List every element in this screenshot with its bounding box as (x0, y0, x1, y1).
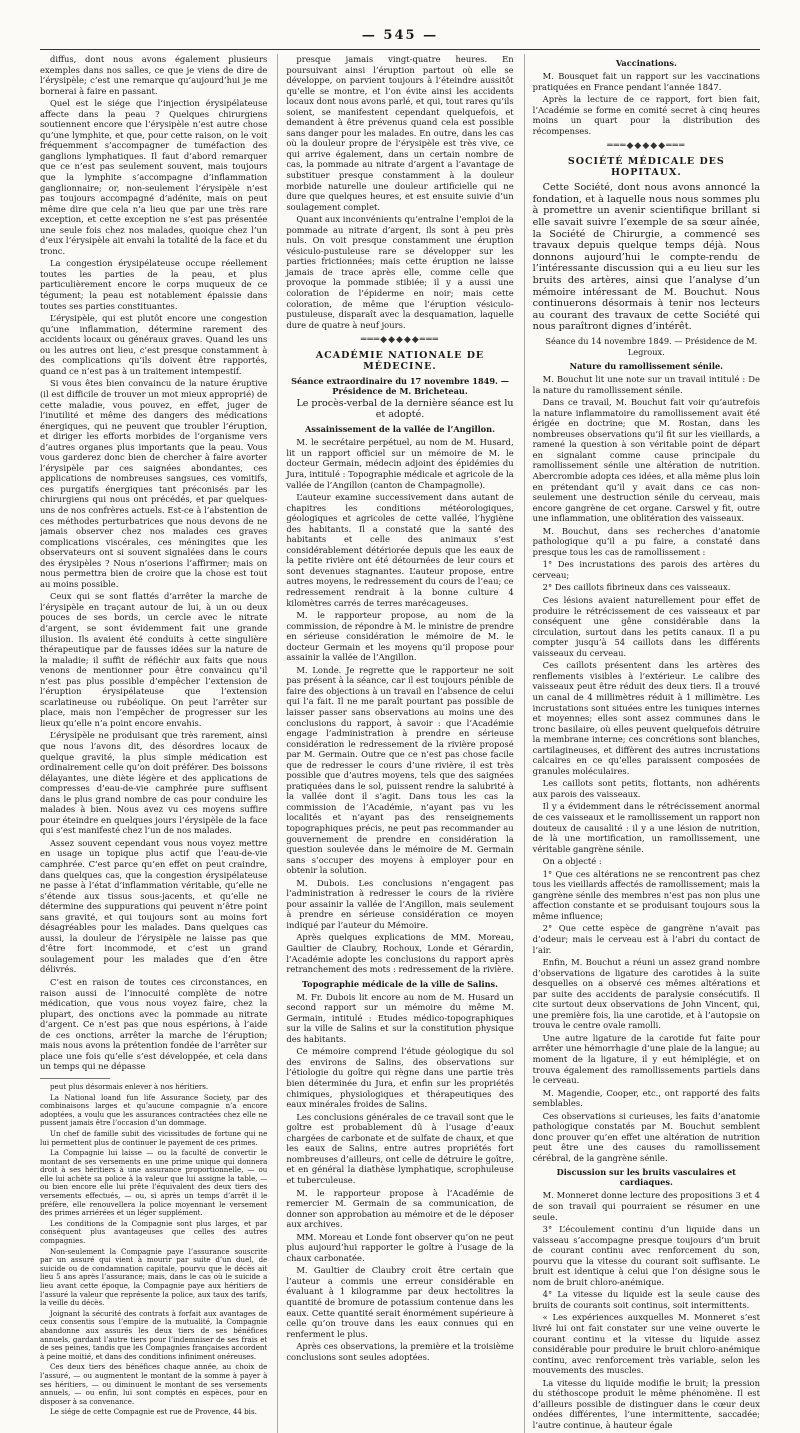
ramollissement-paragraph: Ces caillots présentent dans les artères des renflements visibles à l’extérieur. Le calibre des vaisseaux peut être réduit des deux tiers. Il a trouvé un canal de 4 millimètres réduit à 1 millimètre. Les incrustations sont situées entre les tuniques internes et moyennes; elles sont assez communes dans le tronc basilaire, où elles peuvent quelquefois détruire la membrane interne; ces concrétions sont blanches, cartilagineuses, et diffèrent des autres incrustations calcaires en ce qu’elles paraissent composées de granules moléculaires. (532, 660, 760, 776)
ramollissement-paragraph: 1° Des incrustations des parois des artères du cerveau; (532, 559, 760, 580)
ramollissement-paragraph: Ces lésions avaient naturellement pour effet de produire le rétrécissement de ces vaisseaux et par conséquent une gêne considérable dans la circulation, surtout dans les petits canaux. Il a pu compter jusqu’à 54 caillots dans les différents vaisseaux du cerveau. (532, 595, 760, 658)
annonce-paragraph: Non-seulement la Compagnie paye l’assurance souscrite par un assuré qui vient à mourir par suite d’un duel, de suicide ou de condamnation capitale, pourvu que le décès ait lieu 5 ans après l’assurance; mais, dans le cas où le suicide a lieu avant cette époque, la Compagnie paye aux héritiers de l’assuré la valeur que représente la police, aux taux des tarifs, la veille du décès. (40, 1246, 268, 1308)
societe-intro: Cette Société, dont nous avons annoncé la fondation, et à laquelle nous nous sommes plu à promettre un avenir scientifique brillant si elle savait suivre l’exemple de sa sœur aînée, la Société de Chirurgie, a commencé ses travaux depuis quelque temps déjà. Nous donnons aujourd’hui le compte-rendu de l’intéressante discussion qui a eu lieu sur les bruits des artères, ainsi que l’analyse d’un mémoire intéressant de M. Bouchut. Nous continuerons désormais à tenir nos lecteurs au courant des travaux de cette Société qui nous paraîtront dignes d’intérêt. (532, 182, 760, 333)
salins-paragraph: Ce mémoire comprend l’étude géologique du sol des environs de Salins, des observations sur l’étiologie du goître qui règne dans une partie très bien déterminée du Jura, et enfin sur les propriétés chimiques, physiologiques et thérapeutiques des eaux minérales froides de Salins. (286, 1046, 514, 1110)
annonce-paragraph: Joignant la sécurité des contrats à forfait aux avantages de ceux consentis sous l’empire de la mutualité, la Compagnie abandonne aux assurés les deux tiers de ses bénéfices annuels, gardant l’autre tiers pour l’indemniser de ses frais et de ses peines, tandis que les Compagnies françaises accordent à peine moitié, et dans des conditions infiniment onéreuses. (40, 1308, 268, 1361)
article-paragraph: Si vous êtes bien convaincu de la nature éruptive (il est difficile de trouver un mot mieux approprié) de cette maladie, vous pouvez, en effet, juger de l’inutilité et même des dangers des médications énergiques, qui ne peuvent que troubler l’éruption, et diriger les efforts morbides de l’organisme vers d’autres organes plus importants que la peau. Vous vous garderez donc bien de chercher à faire avorter l’érysipèle par ces saignées abondantes, ces applications de nombreuses sangsues, ces vomitifs, ces purgatifs énergiques tant préconisés par les chirurgiens qui nous ont précédés, et par quelques-uns de nos confrères actuels. Est-ce à l’abstention de ces méthodes perturbatrices que nous devons de ne jamais observer chez nos malades ces graves complications viscérales, ces méningites que les observateurs ont si souvent signalées dans le cours des érysipèles ? Nous n’oserions l’affirmer; mais on nous permettra bien de croire que la chose est tout au moins possible. (40, 378, 268, 589)
assainissement-heading: Assainissement de la vallée de l’Angillon. (305, 424, 495, 435)
assainissement-paragraph: M. le secrétaire perpétuel, au nom de M. Husard, lit un rapport officiel sur un mémoire de M. le docteur Germain, médecin adjoint des épidémies du Jura, intitulé : Topographie médicale et agricole de la vallée de l’Angillon (canton de Champagnolle). (286, 437, 514, 490)
annonce-paragraph: La National loand fun life Assurance Society, par des combinaisons larges et qu’aucune compagnie n’a encore adoptées, a voulu que les assurances contractées chez elle ne pussent jamais être l’occasion d’un dommage. (40, 1092, 268, 1128)
academie-seance: Séance extraordinaire du 17 novembre 1849. — Présidence de M. Bricheteau. (291, 376, 509, 397)
page-number: — 545 — (361, 28, 439, 43)
annonce-paragraph: Le siége de cette Compagnie est rue de Provence, 44 bis. (50, 1407, 257, 1417)
article-paragraph: Assez souvent cependant vous nous voyez mettre en usage un topique plus actif que l’eau-de-vie camphrée. C’est parce qu’en effet on peut craindre, dans quelques cas, que la congestion érysipélateuse ne passe à l’état d’inflammation véritable, qu’elle ne s’étende aux tissus sous-jacents, et qu’elle ne détermine des suppurations qui peuvent n’être point sans gravité, et qui toujours sont au moins fort désagréables pour les malades. Dans quelques cas aussi, la douleur de l’érysipèle ne laisse pas que d’être fort incommode, et c’est un grand soulagement pour les malades que d’en être délivrés. (40, 837, 268, 975)
column-2 (277, 54, 513, 1433)
bruits-heading: Discussion sur les bruits vasculaires et cardiaques. (556, 1167, 736, 1188)
section-ornament: ═══◆◆◆◆◆═══ (360, 335, 440, 346)
ramollissement-paragraph: On a objecté : (542, 856, 602, 867)
vaccinations-heading: Vaccinations. (615, 58, 677, 68)
proces-verbal: Le procès-verbal de la dernière séance est lu et adopté. (296, 398, 514, 420)
vaccinations-paragraph: M. Bousquet fait un rapport sur les vaccinations pratiquées en France pendant l’année 1847. (532, 71, 760, 92)
ramollissement-heading: Nature du ramollissement sénile. (569, 361, 724, 372)
header-rule (40, 49, 760, 50)
article-paragraph: La congestion érysipélateuse occupe réellement toutes les parties de la peau, et plus particulièrement encore le corps muqueux de ce tégument; la peau est notablement épaissie dans toutes ses parties constituantes. (40, 258, 268, 311)
ramollissement-paragraph: 2° Des caillots fibrineux dans ces vaisseaux. (542, 582, 731, 593)
article-paragraph: L’érysipèle, qui est plutôt encore une congestion qu’une inflammation, détermine rarement des accidents locaux ou généraux graves. Quand les uns ou les autres ont lieu, c’est presque constamment à des complications qu’ils doivent être rapportés, quand ce n’est pas à un traitement intempestif. (40, 313, 268, 376)
ramollissement-paragraph: Il y a évidemment dans le rétrécissement anormal de ces vaisseaux et le ramollissement un rapport non douteux de causalité : il y a une lésion de nutrition, de là une mortification, un ramollissement, une véritable gangrène sénile. (532, 801, 760, 854)
bruits-paragraph: 3° L’écoulement continu d’un liquide dans un vaisseau s’accompagne presque toujours d’un bruit de courant continu avec renforcement du son, pourvu que la vitesse du courant soit suffisante. Le bruit est identique à celui que l’on désigne sous le nom de bruit chloro-anémique. (532, 1224, 760, 1287)
salins-paragraph: M. Fr. Dubois lit encore au nom de M. Husard un second rapport sur un mémoire du même M. Germain, intitulé : Etudes médico-topographiques sur la ville de Salins et sur la constitution physique des habitants. (286, 991, 514, 1044)
bruits-paragraph: La vitesse du liquide modifie le bruit; la pression du stéthoscope produit le même phénomène. Il est d’ailleurs possible de distinguer dans le cœur deux ondées différentes, l’une intermittente, saccadée; l’autre continue, à hauteur égale (532, 1377, 760, 1430)
bruits-paragraph: M. Monneret donne lecture des propositions 3 et 4 de son travail qui pourraient se résumer en une seule. (532, 1190, 760, 1222)
ramollissement-paragraph: M. Magendie, Cooper, etc., ont rapporté des faits semblables. (532, 1087, 760, 1109)
societe-heading: SOCIÉTÉ MÉDICALE DES HOPITAUX. (567, 156, 725, 179)
ramollissement-paragraph: Une autre ligature de la carotide fut faite pour arrêter une hémorrhagie d’une plaie de la langue; au moment de la ligature, il y eut hémiplégie, et on trouva également des ramollissements partiels dans le cerveau. (532, 1032, 760, 1086)
assainissement-paragraph: M. Londe. Je regrette que le rapporteur ne soit pas présent à la séance, car il est toujours pénible de faire des objections à un travail en l’absence de celui qui l’a fait. Il ne me paraît pourtant pas possible de laisser passer sans observations au moins une des conclusions du rapport, à savoir : que l’Académie engage l’administration à prendre en sérieuse considération le redressement de la rivière proposé par M. Germain. Outre que ce n’est pas chose facile que de redresser le cours d’une rivière, il est très possible que d’autres moyens, tels que des saignées pratiquées dans le sol, puissent rendre la salubrité à la vallée dont il s’agit. Dans tous les cas la commission de l’Académie, n’ayant pas vu les localités et n’ayant pas des renseignements topographiques précis, ne peut pas recommander au gouvernement de prendre en considération la question soulevée dans le mémoire de M. Germain sans s’occuper des moyens à employer pour en obtenir la solution. (286, 664, 514, 876)
column-3 (524, 54, 760, 1433)
salins-paragraph: M. Gaultier de Claubry croit être certain que l’auteur a commis une erreur considérable en évaluant à 1 kilogramme par deux hectolitres la quantité de bromure de potassium contenue dans les eaux. Cette quantité serait énormément supérieure à celle qu’on trouve dans les eaux connues qui en renferment le plus. (286, 1265, 514, 1339)
ramollissement-paragraph: M. Bouchut lit une note sur un travail intitulé : De la nature du ramollissement sénile. (532, 374, 760, 395)
article-paragraph: Quel est le siége que l’injection érysipélateuse affecte dans la peau ? Quelques chirurgiens soutiennent encore que l’érysipèle n’est autre chose qu’une lymphite, et que, pour cette raison, on le voit fréquemment s’accompagner de tuméfaction des ganglions lymphatiques. Il faut d’abord remarquer que ce n’est pas seulement souvent, mais toujours que la lymphite s’accompagne d’inflammation ganglionnaire; or, non-seulement l’érysipèle n’est pas toujours accompagné d’adénite, mais on peut même dire que cela n’a lieu que par une très rare exception, et cette exception ne s’est pas présentée une seule fois chez nos malades, quoique chez l’un d’eux l’érysipèle ait envahi la totalité de la face et du tronc. (40, 98, 268, 256)
ramollissement-paragraph: M. Bouchut, dans ses recherches d’anatomie pathologique qu’il a pu faire, a constaté dans presque tous les cas de ramollissement : (532, 525, 760, 557)
article-paragraph: Quant aux inconvénients qu’entraîne l’emploi de la pommade au nitrate d’argent, ils sont à peu près nuls. On voit presque constamment une éruption vésiculo-pustuleuse rare se développer sur les parties frictionnées; mais cette éruption ne laisse jamais de trace après elle, comme celle que provoque la pommade stibiée; il y a aussi une coloration de l’épiderme en noir; mais cette coloration, de même que l’éruption vésiculo-pustuleuse, disparaît avec la desquamation, laquelle dure de quatre à neuf jours. (286, 214, 514, 330)
vaccinations-paragraph: Après la lecture de ce rapport, fort bien fait, l’Académie se forme en comité secret à cinq heures moins un quart pour la distribution des récompenses. (532, 94, 760, 136)
article-paragraph: C’est en raison de toutes ces circonstances, en raison aussi de l’innocuité complète de notre médication, que vous nous voyez faire, chez la plupart, des onctions avec la pommade au nitrate d’argent. Ce n’est pas que nous espérions, à l’aide de ces onctions, arrêter la marche de l’éruption; mais nous avons la prétention fondée de l’arrêter sur place une fois qu’elle s’est développée, et cela dans un temps qui ne dépasse (40, 977, 268, 1072)
salins-paragraph: Après ces observations, la première et la troisième conclusions sont seules adoptées. (286, 1341, 514, 1362)
article-paragraph: L’érysipèle ne produisant que très rarement, ainsi que nous l’avons dit, des désordres locaux de quelque gravité, la plus simple médication est ordinairement celle qu’on doit préférer. Des boissons délayantes, une diète légère et des applications de compresses d’eau-de-vie camphrée pure suffisent dans le plus grand nombre de cas pour conduire les malades à bien. Nous avez vu ces moyens suffire pour éteindre en quelques jours l’érysipèle de la face qui s’est manifesté chez l’un de nos malades. (40, 730, 268, 836)
annonce-paragraph: La Compagnie lui laisse — ou la faculté de convertir le montant de ses versements en une prime unique qui donnera droit à ses héritiers à une assurance proportionnelle, — ou elle lui achète sa police à la valeur que lui assigne la table, — ou bien encore elle lui prête l’équivalent des deux tiers des versements effectués, — ou, si après un temps d’arrêt il le préfère, elle renouvellera la police moyennant le versement des primes arriérées et un léger supplément. (40, 1148, 268, 1218)
annonce-paragraph: peut plus désormais enlever à nos héritiers. (50, 1081, 209, 1091)
assainissement-paragraph: M. le rapporteur propose, au nom de la commission, de répondre à M. le ministre de prendre en sérieuse considération le mémoire de M. le docteur Germain et les moyens qu’il propose pour assainir la vallée de l’Angillon. (286, 610, 514, 663)
article-paragraph: presque jamais vingt-quatre heures. En poursuivant ainsi l’éruption partout où elle se développe, on parvient toujours à l’éteindre aussitôt qu’elle se montre, et l’on évite ainsi les accidents locaux dont nous avons parlé, et qui, tout rares qu’ils soient, se manifestent cependant quelquefois, et demandent à être prévenus quand cela est possible sans danger pour les malades. En outre, dans les cas où la douleur propre de l’érysipèle est très vive, ce qui arrive également, dans un certain nombre de cas, la pommade au nitrate d’argent a l’avantage de substituer presque constamment à la douleur morbide naturelle une douleur artificielle qui ne dure que quelques heures, et est ensuite suivie d’un soulagement complet. (286, 54, 514, 212)
bruits-paragraph: « Les expériences auxquelles M. Monneret s’est livré lui ont fait constater sur une veine ouverte le courant continu et la vitesse du liquide assez considérable pour produire le bruit chloro-anémique continu, avec renforcement très variable, selon les mouvements des muscles. (532, 1312, 760, 1376)
ramollissement-paragraph: Ces observations si curieuses, les faits d’anatomie pathologique constatés par M. Bouchut semblent donc prouver qu’en effet une altération de nutrition peut être une des causes du ramollissement cérébral, de la gangrène sénile. (532, 1110, 760, 1163)
academie-heading: ACADÉMIE NATIONALE DE MÉDECINE. (315, 350, 485, 373)
annonce-block (40, 1083, 267, 1417)
salins-paragraph: MM. Moreau et Londe font observer qu’on ne peut plus aujourd’hui rapporter le goître à l’usage de la chaux carbonatée. (286, 1231, 514, 1263)
salins-paragraph: M. le rapporteur propose à l’Académie de remercier M. Germain de sa communication, de donner son approbation au mémoire et de le déposer aux archives. (286, 1187, 514, 1230)
bruits-paragraph: 4° La vitesse du liquide est la seule cause des bruits de courants soit continus, soit intermittents. (532, 1289, 760, 1310)
salins-heading: Topographie médicale de la ville de Salins. (301, 978, 498, 989)
article-paragraph: diffus, dont nous avons également plusieurs exemples dans nos salles, ce que je viens de dire de l’érysipèle; c’est une remarque qu’aujourd’hui je me bornerai à faire en passant. (40, 54, 268, 96)
societe-seance: Séance du 14 novembre 1849. — Présidence de M. Legroux. (545, 336, 758, 357)
columns (40, 54, 760, 1433)
ramollissement-paragraph: Dans ce travail, M. Bouchut fait voir qu’autrefois la nature inflammatoire du ramollissement avait été érigée en doctrine; que M. Rostan, dans les nombreuses observations qu’il fit sur les vieillards, a ramené la question à son véritable point de départ en signalant comme cause principale du ramollissement sénile une altération de nutrition. Abercrombie adopta ces idées, et alla même plus loin en prétendant qu’il y avait dans ce cas non-seulement une destruction sénile du cerveau, mais encore gangrène de cet organe. Carswel y fit, outre une inflammation, une oblitération des vaisseaux. (532, 397, 760, 524)
article-paragraph: Ceux qui se sont flattés d’arrêter la marche de l’érysipèle en traçant autour de lui, à un ou deux pouces de ses bords, un cercle avec le nitrate d’argent, se sont évidemment fait une grande illusion. Ils avaient été conduits à cette singulière thérapeutique par de fausses idées sur la nature de la maladie; il suffit de réfléchir aux faits que nous venons de mentionner pour être convaincu qu’il n’est pas plus possible d’empêcher l’extension de l’éruption érysipélateuse que l’extension scarlatineuse ou rubéolique. On peut l’arrêter sur place, mais non l’empêcher de progresser sur les lieux qu’elle n’a point encore envahis. (40, 591, 268, 728)
ramollissement-paragraph: 2° Que cette espèce de gangrène n’avait pas d’odeur; mais le cerveau est à l’abri du contact de l’air. (532, 923, 760, 955)
column-1 (40, 54, 267, 1433)
salins-paragraph: Les conclusions générales de ce travail sont que le goître est probablement dû à l’usage d’eaux chargées de carbonate et de sulfate de chaux, et que les eaux de Salins, entre autres propriétés fort nombreuses d’ailleurs, ont celle de détruire le goître, et en général la diathèse lymphatique, scrophuleuse et tuberculeuse. (286, 1111, 514, 1185)
ramollissement-paragraph: Les caillots sont petits, flottants, non adhérents aux parois des vaisseaux. (532, 778, 760, 799)
annonce-separator (40, 1078, 110, 1079)
section-ornament-2: ═══◆◆◆◆◆═══ (607, 141, 686, 152)
assainissement-paragraph: M. Dubois. Les conclusions n’engagent pas l’administration à redresser le cours de la rivière pour assainir la vallée de l’Angillon, mais seulement à prendre en sérieuse considération ce moyen indiqué par l’auteur du Mémoire. (286, 877, 514, 930)
annonce-paragraph: Ces deux tiers des bénéfices chaque année, au choix de l’assuré, — ou augmentent le montant de la somme à payer à ses héritiers, — ou diminuent le montant de ses versements annuels, — ou enfin, lui sont comptés en espèces, pour en disposer à sa convenance. (40, 1362, 268, 1406)
ramollissement-paragraph: 1° Que ces altérations ne se rencontrent pas chez tous les vieillards affectés de ramollissement; mais la gangrène sénile des membres n’est pas non plus une affection constante et se produisant toujours sous la même influence; (532, 868, 760, 921)
annonce-paragraph: Les conditions de la Compagnie sont plus larges, et par conséquent plus avantageuses que celles des autres compagnies. (40, 1218, 268, 1246)
ramollissement-paragraph: Enfin, M. Bouchut a réuni un assez grand nombre d’observations de ligature des carotides à la suite desquelles on a observé ces mêmes altérations et par suite des accidents de paralysie consécutifs. Il cite surtout deux observations de John Vincent, qui, une première fois, lia une carotide, et à l’autopsie on trouva le centre ovale ramolli. (532, 957, 760, 1031)
assainissement-paragraph: Après quelques explications de MM. Moreau, Gaultier de Claubry, Rochoux, Londe et Gérardin, l’Académie adopte les conclusions du rapport après retranchement des mots : redressement de la rivière. (286, 932, 514, 975)
annonce-paragraph: Un chef de famille subit des vicissitudes de fortune qui ne lui permettent plus de continuer le payement de ces primes. (40, 1128, 268, 1147)
assainissement-paragraph: L’auteur examine successivement dans autant de chapitres les conditions météorologiques, géologiques et agricoles de cette vallée, l’hygiène des habitants. Il a constaté que la santé des habitants et celle des animaux s’est considérablement détériorée depuis que les eaux de la petite rivière ont été détournées de leur cours et sont devenues stagnantes. L’auteur propose, entre autres moyens, le redressement du cours de l’eau; ce redressement rendrait à la bonne culture 4 kilomètres carrés de terres marécageuses. (286, 492, 514, 608)
